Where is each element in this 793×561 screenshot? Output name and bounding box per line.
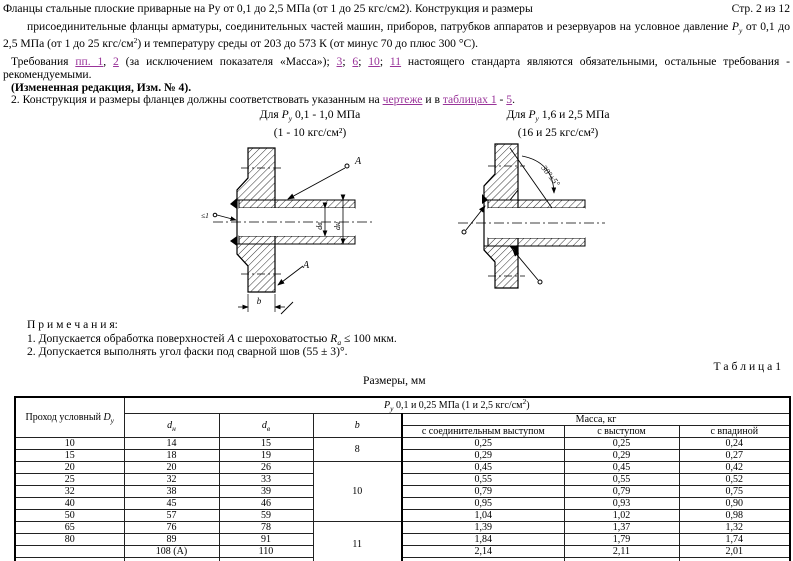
cell-dy: 80 bbox=[15, 533, 124, 545]
table-row bbox=[15, 545, 790, 557]
paragraph-text: , bbox=[103, 55, 114, 68]
link-p-2[interactable]: 2 bbox=[113, 55, 119, 68]
leader-line bbox=[288, 168, 345, 199]
note-1 bbox=[27, 332, 447, 346]
symbol-P: P bbox=[731, 20, 739, 33]
cell-dv: 19 bbox=[219, 449, 313, 461]
figures-area bbox=[0, 106, 793, 318]
link-drawing[interactable]: чертеже bbox=[382, 93, 423, 106]
table-units: Размеры, мм bbox=[363, 374, 426, 387]
paragraph-text: . bbox=[512, 93, 515, 106]
weld-mark bbox=[230, 236, 237, 246]
note-text: ≤ 100 мкм. bbox=[341, 331, 397, 345]
cell-dn: 32 bbox=[124, 473, 219, 485]
cell-dn: 108 (А) bbox=[124, 545, 219, 557]
table-row bbox=[15, 437, 790, 449]
mass-subheader-2: с выступом bbox=[564, 425, 679, 437]
superscript-2: 2 bbox=[133, 35, 138, 45]
cell-dy: 15 bbox=[15, 449, 124, 461]
cell-mass-3: 0,52 bbox=[679, 473, 790, 485]
cell-mass-1: 1,84 bbox=[402, 533, 564, 545]
paragraph-text: (за исключением показателя «Масса»); bbox=[118, 55, 337, 68]
leader-dot bbox=[345, 164, 349, 168]
cell-b: 11 bbox=[313, 521, 402, 561]
cell-mass-1: 0,79 bbox=[402, 485, 564, 497]
paragraph-text: и в bbox=[422, 93, 443, 106]
symbol-R: R bbox=[330, 331, 338, 345]
superscript-2: 2 bbox=[522, 397, 527, 406]
leader-line bbox=[217, 215, 236, 220]
cell-dy: 32 bbox=[15, 485, 124, 497]
paragraph-scope bbox=[3, 19, 790, 52]
notes-heading: П р и м е ч а н и я: bbox=[27, 318, 118, 331]
cell-mass-1: 0,29 bbox=[402, 449, 564, 461]
link-p-3[interactable]: 3 bbox=[336, 55, 343, 68]
surface-label-A: А bbox=[303, 260, 310, 271]
cell-dn bbox=[124, 557, 219, 561]
symbol-P-sub: у bbox=[535, 114, 539, 123]
note-2: 2. Допускается выполнять угол фаски под сварной шов (55 ± 3)°. bbox=[27, 345, 348, 358]
cell-mass-2: 1,02 bbox=[564, 509, 679, 521]
paragraph-text: - bbox=[496, 93, 507, 106]
symbol-D-sub: у bbox=[110, 415, 115, 425]
cell-mass-2: 0,93 bbox=[564, 497, 679, 509]
cell-mass-3: 0,42 bbox=[679, 461, 790, 473]
cell-mass-1: 2,14 bbox=[402, 545, 564, 557]
cell-mass-1: 0,95 bbox=[402, 497, 564, 509]
leader-dot bbox=[213, 213, 217, 217]
cell-mass-1: 1,04 bbox=[402, 509, 564, 521]
chamfer-tick bbox=[281, 302, 293, 314]
cell-dn: 18 bbox=[124, 449, 219, 461]
cell-mass-1: 1,39 bbox=[402, 521, 564, 533]
dimension-label-dv: dв bbox=[315, 222, 324, 230]
cell-dn: 89 bbox=[124, 533, 219, 545]
column-header-dy bbox=[15, 397, 124, 437]
leader-dot bbox=[538, 280, 542, 284]
cell-mass-2: 0,79 bbox=[564, 485, 679, 497]
cell-b: 8 bbox=[313, 437, 402, 461]
cell-dv: 46 bbox=[219, 497, 313, 509]
pipe-wall-top bbox=[488, 200, 585, 208]
cell-dn: 38 bbox=[124, 485, 219, 497]
cell-mass-3: 0,24 bbox=[679, 437, 790, 449]
pipe-wall-top bbox=[239, 200, 355, 208]
symbol-d-sub: н bbox=[172, 423, 176, 433]
page-indicator: Стр. 2 из 12 bbox=[731, 2, 790, 15]
caption-text: 0,1 - 1,0 МПа bbox=[292, 108, 361, 121]
symbol-R-sub: а bbox=[337, 337, 342, 347]
caption-text: Для bbox=[259, 108, 282, 121]
cell-mass-2: 1,37 bbox=[564, 521, 679, 533]
symbol-b: b bbox=[354, 419, 360, 431]
symbol-d: d bbox=[167, 419, 173, 431]
cell-dv: 78 bbox=[219, 521, 313, 533]
cell-mass-1: 0,45 bbox=[402, 461, 564, 473]
table-row bbox=[15, 449, 790, 461]
cell-dy: 40 bbox=[15, 497, 124, 509]
cell-dv: 59 bbox=[219, 509, 313, 521]
caption-high-pressure bbox=[468, 108, 648, 140]
document-title: Фланцы стальные плоские приварные на Ру от 0,1 до 2,5 МПа (от 1 до 25 кгс/см2). Конструкция и размеры bbox=[3, 2, 533, 15]
caption-text: (16 и 25 кгс/см²) bbox=[517, 126, 599, 139]
paragraph-construction bbox=[3, 93, 790, 106]
flange-section-bottom bbox=[484, 246, 518, 288]
cell-dn: 14 bbox=[124, 437, 219, 449]
cell-mass-3: 0,27 bbox=[679, 449, 790, 461]
symbol-D: D bbox=[103, 411, 111, 423]
cell-mass-3: 1,32 bbox=[679, 521, 790, 533]
table-row-clipped bbox=[15, 557, 790, 561]
dimensions-table bbox=[14, 396, 791, 561]
cell-mass-2: 1,79 bbox=[564, 533, 679, 545]
note-text: 1. Допускается обработка поверхностей bbox=[27, 331, 228, 345]
table-row bbox=[15, 509, 790, 521]
table-row bbox=[15, 521, 790, 533]
column-header-b bbox=[313, 413, 402, 437]
cell-mass-3: 0,98 bbox=[679, 509, 790, 521]
symbol-A: А bbox=[227, 331, 235, 345]
cell-dv: 91 bbox=[219, 533, 313, 545]
cell-mass-1: 0,25 bbox=[402, 437, 564, 449]
link-p-10[interactable]: 10 bbox=[368, 55, 380, 68]
surface-label-A: А bbox=[355, 156, 362, 167]
cell-mass-3: 1,74 bbox=[679, 533, 790, 545]
cell-mass-2: 0,45 bbox=[564, 461, 679, 473]
weld-mark bbox=[230, 198, 237, 209]
table-row bbox=[15, 533, 790, 545]
paragraph-text: от 0,1 до 2,5 МПа (от 1 до 25 кгс/см bbox=[3, 20, 790, 50]
mass-header: Масса, кг bbox=[402, 413, 790, 425]
cell-dy: 50 bbox=[15, 509, 124, 521]
paragraph-text: ; bbox=[342, 55, 353, 68]
cell-dn: 20 bbox=[124, 461, 219, 473]
cell-dv: 26 bbox=[219, 461, 313, 473]
table-row bbox=[15, 497, 790, 509]
symbol-P-sub: у bbox=[288, 114, 293, 123]
caption-text: Для bbox=[506, 108, 529, 121]
cell-dv: 15 bbox=[219, 437, 313, 449]
angle-label: 30°±5° bbox=[539, 163, 563, 189]
cell-dv bbox=[219, 557, 313, 561]
link-pp-1[interactable]: пп. 1 bbox=[75, 55, 104, 68]
mass-subheader-3: с впадиной bbox=[679, 425, 790, 437]
mass-subheader-1: с соединительным выступом bbox=[402, 425, 564, 437]
cell-dy: 10 bbox=[15, 437, 124, 449]
cell-dn: 45 bbox=[124, 497, 219, 509]
table-row bbox=[15, 461, 790, 473]
caption-text: 1,6 и 2,5 МПа bbox=[538, 108, 610, 121]
cell-dy bbox=[15, 557, 124, 561]
dimension-label-b: b bbox=[256, 296, 262, 306]
cell-dy: 20 bbox=[15, 461, 124, 473]
note-text: с шероховатостью bbox=[234, 331, 331, 345]
gap-label: ≤1 bbox=[201, 211, 209, 220]
cell-dn: 76 bbox=[124, 521, 219, 533]
link-p-6[interactable]: 6 bbox=[352, 55, 359, 68]
cell-dv: 33 bbox=[219, 473, 313, 485]
symbol-P-sub: у bbox=[390, 403, 394, 413]
paragraph-text: ) и температуру среды от 203 до 573 К (от минус 70 до плюс 300 °С). bbox=[137, 36, 479, 50]
table-label: Т а б л и ц а 1 bbox=[713, 360, 781, 373]
paragraph-text: настоящего стандарта являются обязательными, остальные требования - рекомендуемыми. bbox=[3, 55, 791, 81]
cell-mass-2 bbox=[564, 557, 679, 561]
table-row bbox=[15, 485, 790, 497]
symbol-P: P bbox=[281, 108, 289, 121]
cell-mass-3: 0,90 bbox=[679, 497, 790, 509]
paragraph-requirements bbox=[3, 55, 790, 81]
cell-mass-1: 0,55 bbox=[402, 473, 564, 485]
paragraph-text: Требования bbox=[11, 55, 76, 68]
link-p-11[interactable]: 11 bbox=[389, 55, 402, 68]
cell-mass-2: 0,55 bbox=[564, 473, 679, 485]
link-table-5[interactable]: 5 bbox=[506, 93, 513, 106]
cell-mass-3 bbox=[679, 557, 790, 561]
cell-mass-3: 0,75 bbox=[679, 485, 790, 497]
flange-section-bottom bbox=[237, 244, 275, 292]
symbol-P-sub: у bbox=[739, 26, 743, 35]
column-header-dn bbox=[124, 413, 219, 437]
cell-mass-1 bbox=[402, 557, 564, 561]
header-text: 0,1 и 0,25 МПа (1 и 2,5 кгс/см bbox=[393, 399, 523, 411]
header-text: ) bbox=[526, 399, 530, 411]
cell-mass-2: 0,25 bbox=[564, 437, 679, 449]
caption-low-pressure bbox=[225, 108, 395, 140]
pressure-header bbox=[124, 397, 790, 413]
pipe-wall-bottom bbox=[239, 236, 355, 244]
paragraph-text: ; bbox=[358, 55, 369, 68]
symbol-d-sub: в bbox=[266, 423, 271, 433]
flange-drawing-high-pressure bbox=[440, 138, 690, 314]
cell-mass-2: 2,11 bbox=[564, 545, 679, 557]
cell-mass-3: 2,01 bbox=[679, 545, 790, 557]
symbol-P: P bbox=[528, 108, 536, 121]
leader-dot bbox=[462, 230, 466, 234]
cell-dn: 57 bbox=[124, 509, 219, 521]
flange-drawing-low-pressure bbox=[195, 142, 395, 318]
column-header-dv bbox=[219, 413, 313, 437]
leader-line bbox=[466, 206, 485, 230]
link-tables-1[interactable]: таблицах 1 bbox=[442, 93, 497, 106]
edition-note: (Измененная редакция, Изм. № 4). bbox=[11, 81, 192, 94]
flange-section-top bbox=[237, 148, 275, 200]
symbol-P: P bbox=[384, 399, 391, 411]
cell-dy: 25 bbox=[15, 473, 124, 485]
dimension-label-dn: dн bbox=[333, 222, 342, 230]
caption-text: (1 - 10 кгс/см²) bbox=[273, 126, 347, 139]
cell-dv: 110 bbox=[219, 545, 313, 557]
pipe-wall-bottom bbox=[488, 238, 585, 246]
cell-b: 10 bbox=[313, 461, 402, 521]
notes-block bbox=[27, 318, 447, 359]
header-text: Проход условный bbox=[25, 411, 104, 423]
cell-dy: 65 bbox=[15, 521, 124, 533]
document-header bbox=[3, 2, 790, 15]
leader-line bbox=[278, 266, 303, 285]
paragraph-text: ; bbox=[379, 55, 390, 68]
symbol-d: d bbox=[261, 419, 267, 431]
paragraph-text: присоединительные фланцы арматуры, соединительных частей машин, приборов, патрубков аппаратов и резервуаров на условное давление bbox=[27, 20, 732, 33]
paragraph-text: 2. Конструкция и размеры фланцев должны соответствовать указанным на bbox=[11, 93, 383, 106]
cell-mass-2: 0,29 bbox=[564, 449, 679, 461]
table-row bbox=[15, 473, 790, 485]
cell-dy bbox=[15, 545, 124, 557]
cell-dv: 39 bbox=[219, 485, 313, 497]
